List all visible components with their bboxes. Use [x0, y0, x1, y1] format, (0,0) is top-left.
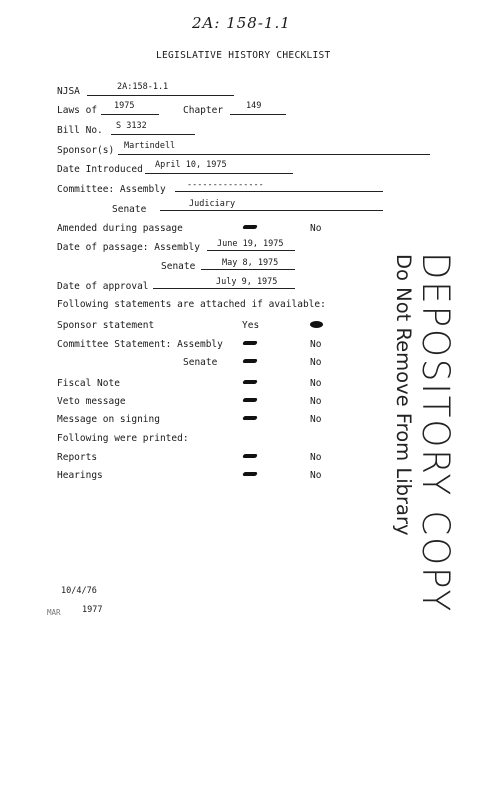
passage-senate-value: May 8, 1975 — [222, 258, 279, 268]
laws-of-label: Laws of — [57, 105, 98, 116]
yes-marked-icon — [242, 225, 257, 229]
date-introduced-label: Date Introduced — [57, 164, 143, 175]
depository-copy-text: DEPOSITORY COPY — [414, 252, 457, 614]
laws-of-underline — [101, 114, 159, 115]
committee-statement-assembly-no: No — [310, 339, 322, 350]
message-on-signing-label: Message on signing — [57, 414, 160, 425]
passage-assembly-value: June 19, 1975 — [217, 239, 284, 249]
veto-message-label: Veto message — [57, 396, 126, 407]
committee-senate-value: Judiciary — [189, 199, 236, 209]
chapter-underline — [230, 114, 286, 115]
passage-senate-underline — [201, 269, 295, 270]
yes-marked-icon — [242, 472, 257, 476]
date-introduced-underline — [145, 173, 293, 174]
hearings-label: Hearings — [57, 470, 103, 481]
message-on-signing-no: No — [310, 414, 322, 425]
yes-marked-icon — [242, 380, 257, 384]
passage-assembly-label: Date of passage: Assembly — [57, 242, 200, 253]
page-title: LEGISLATIVE HISTORY CHECKLIST — [156, 50, 331, 61]
chapter-value: 149 — [246, 101, 262, 111]
sponsor-value: Martindell — [124, 141, 176, 151]
bill-no-value: S 3132 — [116, 121, 147, 131]
njsa-label: NJSA — [57, 86, 80, 97]
sponsor-label: Sponsor(s) — [57, 145, 115, 156]
committee-statement-senate-label: Senate — [183, 357, 218, 368]
bill-no-label: Bill No. — [57, 125, 103, 136]
fiscal-note-no: No — [310, 378, 322, 389]
committee-statement-senate-no: No — [310, 357, 322, 368]
depository-copy-stamp — [391, 252, 455, 628]
do-not-remove-text: Do Not Remove From Library — [392, 254, 415, 536]
received-stamp-month: MAR — [47, 608, 61, 617]
committee-senate-label: Senate — [112, 204, 147, 215]
footer-date: 10/4/76 — [61, 586, 97, 596]
passage-senate-label: Senate — [161, 261, 196, 272]
printed-header: Following were printed: — [57, 433, 189, 444]
yes-marked-icon — [242, 416, 257, 420]
yes-marked-icon — [242, 454, 257, 458]
yes-marked-icon — [242, 398, 257, 402]
approval-value: July 9, 1975 — [216, 277, 278, 287]
received-stamp-year: 1977 — [82, 605, 103, 615]
reports-label: Reports — [57, 452, 98, 463]
committee-senate-underline — [160, 210, 383, 211]
reports-no: No — [310, 452, 322, 463]
chapter-label: Chapter — [183, 105, 224, 116]
statements-header: Following statements are attached if available: — [57, 299, 326, 310]
committee-statement-assembly-label: Committee Statement: Assembly — [57, 339, 223, 350]
njsa-underline — [87, 95, 234, 96]
bill-no-underline — [111, 134, 195, 135]
amended-label: Amended during passage — [57, 223, 183, 234]
fiscal-note-label: Fiscal Note — [57, 378, 120, 389]
no-marked-icon — [310, 321, 323, 328]
yes-marked-icon — [242, 341, 257, 345]
passage-assembly-underline — [207, 250, 295, 251]
committee-assembly-underline — [175, 191, 383, 192]
sponsor-underline — [118, 154, 430, 155]
committee-assembly-value: --------------- — [187, 180, 264, 190]
committee-assembly-label: Committee: Assembly — [57, 184, 166, 195]
date-introduced-value: April 10, 1975 — [155, 160, 227, 170]
approval-underline — [153, 288, 295, 289]
hearings-no: No — [310, 470, 322, 481]
njsa-value: 2A:158-1.1 — [117, 82, 169, 92]
laws-of-value: 1975 — [114, 101, 135, 111]
approval-label: Date of approval — [57, 281, 149, 292]
sponsor-statement-yes: Yes — [242, 320, 260, 331]
sponsor-statement-label: Sponsor statement — [57, 320, 155, 331]
amended-no: No — [310, 223, 322, 234]
handwritten-statute-number: 2A: 158-1.1 — [192, 14, 291, 32]
veto-message-no: No — [310, 396, 322, 407]
yes-marked-icon — [242, 359, 257, 363]
